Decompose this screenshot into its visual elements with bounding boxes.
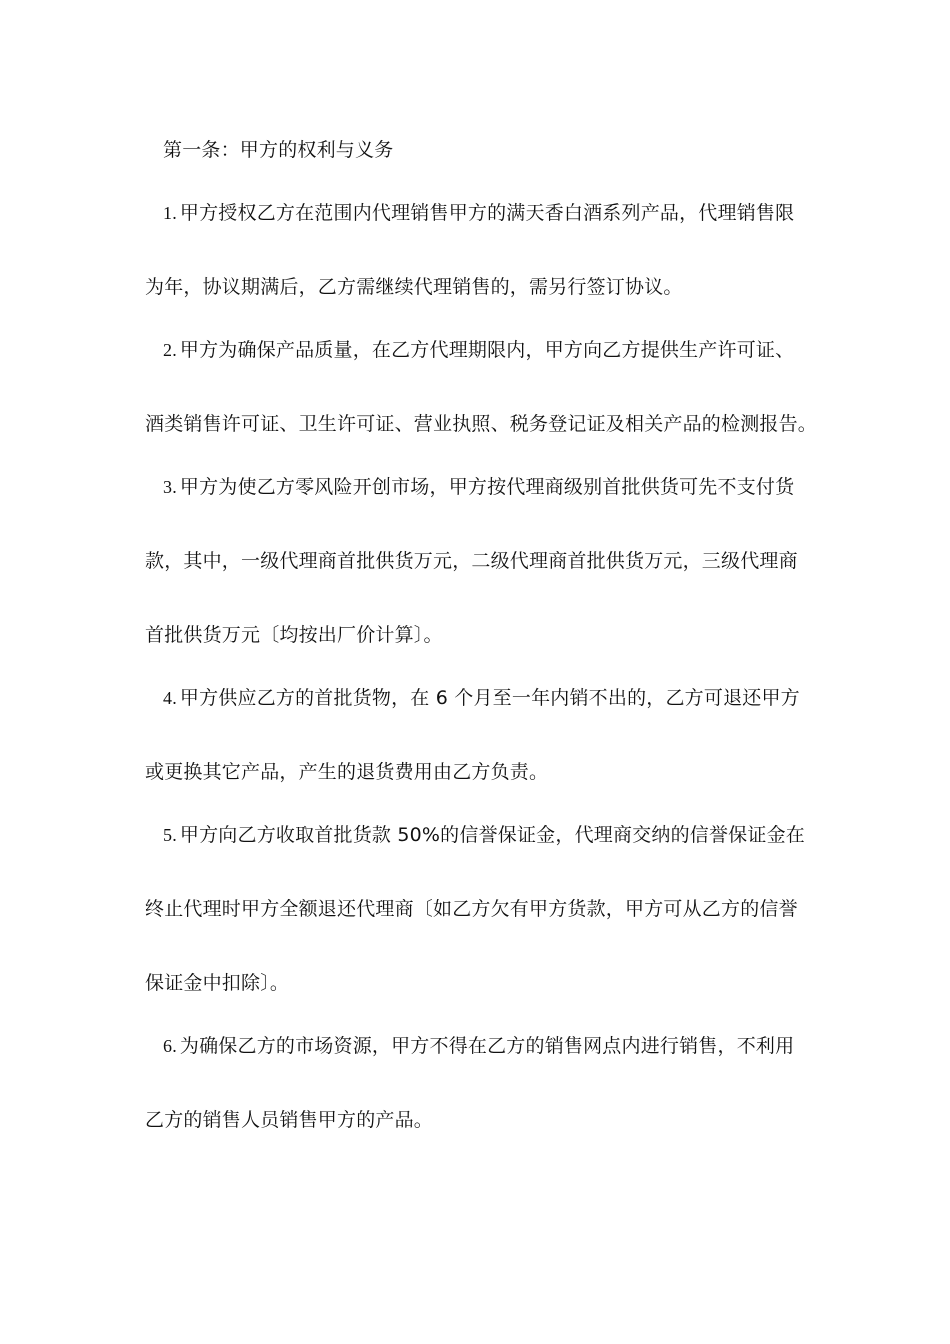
clause-3-line-3: 首批供货万元〔均按出厂价计算〕。 <box>145 624 443 646</box>
clause-number: 4. <box>163 688 177 708</box>
clause-5-line-1 <box>163 823 805 847</box>
section-heading: 第一条：甲方的权利与义务 <box>163 139 394 161</box>
clause-number: 5. <box>163 825 177 845</box>
clause-text: 为确保乙方的市场资源，甲方不得在乙方的销售网点内进行销售，不利用 <box>179 1035 795 1057</box>
clause-text: 甲方为确保产品质量，在乙方代理期限内，甲方向乙方提供生产许可证、 <box>179 339 795 361</box>
clause-3-line-1 <box>163 475 794 499</box>
clause-5-line-3: 保证金中扣除〕。 <box>145 972 290 994</box>
clause-number: 3. <box>163 477 177 497</box>
clause-2-line-2: 酒类销售许可证、卫生许可证、营业执照、税务登记证及相关产品的检测报告。 <box>145 413 818 435</box>
clause-6-line-2: 乙方的销售人员销售甲方的产品。 <box>145 1109 434 1131</box>
clause-6-line-1 <box>163 1034 794 1058</box>
clause-4-line-2: 或更换其它产品，产生的退货费用由乙方负责。 <box>145 761 549 783</box>
clause-1-line-1 <box>163 201 794 225</box>
clause-5-line-2: 终止代理时甲方全额退还代理商〔如乙方欠有甲方货款，甲方可从乙方的信誉 <box>145 898 798 920</box>
clause-1-line-2: 为年，协议期满后，乙方需继续代理销售的，需另行签订协议。 <box>145 276 683 298</box>
clause-text: 甲方供应乙方的首批货物，在 6 个月至一年内销不出的，乙方可退还甲方 <box>179 687 800 709</box>
clause-text: 甲方向乙方收取首批货款 50%的信誉保证金，代理商交纳的信誉保证金在 <box>179 824 805 846</box>
clause-4-line-1 <box>163 686 800 710</box>
clause-number: 2. <box>163 340 177 360</box>
clause-text: 甲方为使乙方零风险开创市场，甲方按代理商级别首批供货可先不支付货 <box>179 476 795 498</box>
clause-3-line-2: 款，其中，一级代理商首批供货万元，二级代理商首批供货万元，三级代理商 <box>145 550 798 572</box>
clause-2-line-1 <box>163 338 794 362</box>
clause-text: 甲方授权乙方在范围内代理销售甲方的满天香白酒系列产品，代理销售限 <box>179 202 795 224</box>
clause-number: 6. <box>163 1036 177 1056</box>
clause-number: 1. <box>163 203 177 223</box>
